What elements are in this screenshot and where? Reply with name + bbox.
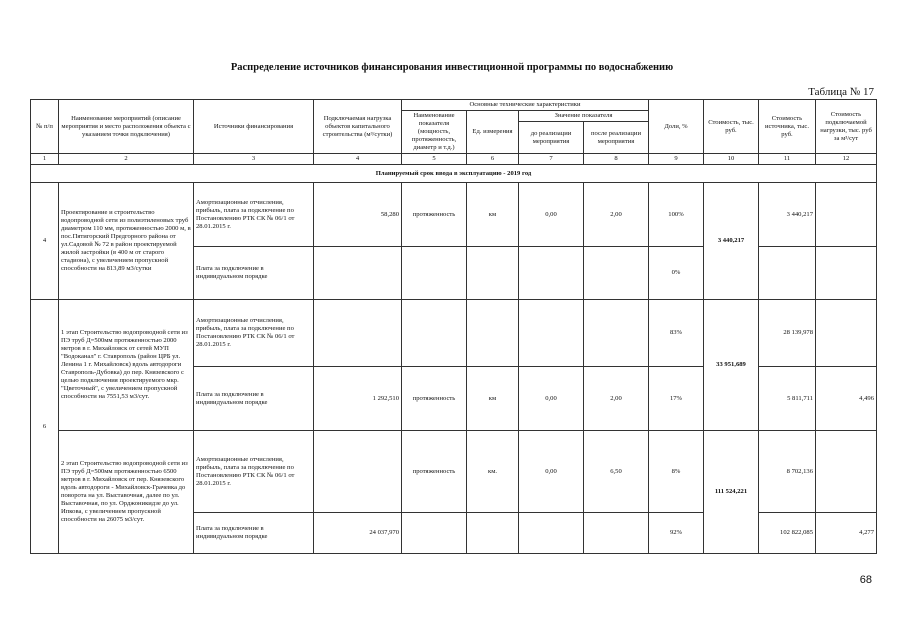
load-cost	[816, 300, 877, 367]
header-indicator-value: Значение показателя	[519, 111, 649, 122]
source-cost: 8 702,136	[759, 431, 816, 513]
table-row	[31, 300, 877, 367]
source-text: Плата за подключение в индивидуальном порядке	[194, 513, 314, 554]
value-before: 0,00	[519, 431, 584, 513]
value-after	[584, 513, 649, 554]
header-load: Подключаемая нагрузка объектов капитального строительства (м³/сутки)	[314, 100, 402, 154]
value-after	[584, 247, 649, 300]
share: 83%	[649, 300, 704, 367]
indicator-name: протяженность	[402, 367, 467, 431]
activity-text: 1 этап Строительство водопроводной сети из ПЭ труб Д=500мм протяженностью 2000 метров в г. Михайловск от сетей МУП "Водоканал" г. Ставрополь (район ЦРБ ул. Ленина 1 г. Михайловск) вдоль автодороги Ставрополь-Дубовка) до пер. Князевского с целью подключения проектируемого мкр. "Цветочный", с увеличением пропускной способности на 7551,53 м3/сут.	[59, 300, 194, 431]
share: 92%	[649, 513, 704, 554]
header-row-1	[31, 100, 877, 111]
header-before: до реализации мероприятия	[519, 122, 584, 154]
header-source-cost: Стоимость источника, тыс. руб.	[759, 100, 816, 154]
unit	[467, 300, 519, 367]
load-value	[314, 300, 402, 367]
col-number: 7	[519, 154, 584, 165]
page-title: Распределение источников финансирования инвестиционной программы по водоснабжению	[230, 62, 674, 73]
cost-total: 111 524,221	[704, 431, 759, 554]
load-value: 24 037,970	[314, 513, 402, 554]
header-tech: Основные технические характеристики	[402, 100, 649, 111]
value-before: 0,00	[519, 367, 584, 431]
cost-total: 3 440,217	[704, 183, 759, 300]
value-before	[519, 513, 584, 554]
header-indicator-name: Наименование показателя (мощность, протяженность, диаметр и т.д.)	[402, 111, 467, 154]
col-number: 11	[759, 154, 816, 165]
header-unit: Ед. измерения	[467, 111, 519, 154]
section-heading: Планируемый срок ввода в эксплуатацию - 2019 год	[31, 165, 877, 183]
load-value: 1 292,510	[314, 367, 402, 431]
unit: км	[467, 367, 519, 431]
load-cost	[816, 431, 877, 513]
table-row	[31, 183, 877, 247]
load-cost: 4,496	[816, 367, 877, 431]
header-load-cost: Стоимость подключаемой нагрузки, тыс. руб за м³/сут	[816, 100, 877, 154]
column-number-row	[31, 154, 877, 165]
col-number: 12	[816, 154, 877, 165]
activity-text: Проектирование и строительство водопроводной сети из полиэтиленовых труб диаметром 110 мм, протяженностью 2000 м, в пос.Пятигорский Предгорного района от ул.Садовой № 72 в район проектируемой жилой застройки (в 400 м от старого стадиона), с увеличением пропускной способности на 813,89 м3/сутки	[59, 183, 194, 300]
share: 17%	[649, 367, 704, 431]
value-before	[519, 247, 584, 300]
value-before	[519, 300, 584, 367]
unit: км	[467, 183, 519, 247]
value-after	[584, 300, 649, 367]
col-number: 8	[584, 154, 649, 165]
source-cost: 3 440,217	[759, 183, 816, 247]
value-after: 6,50	[584, 431, 649, 513]
source-text: Амортизационные отчисления, прибыль, плата за подключение по Постановлению РТК СК № 06/1 от 28.01.2015 г.	[194, 300, 314, 367]
unit	[467, 247, 519, 300]
activity-text: 2 этап Строительство водопроводной сети из ПЭ труб Д=500мм протяженностью 6500 метров в г. Михайловск от пер. Князевского вдоль автодороги - Михайловск-Грачевка до поворота на ул. Выставочная, далее по ул. Выставочная, по ул. Орджоникидзе до ул. Ипкова, с увеличением пропускной способности на 26075 м3/сут.	[59, 431, 194, 554]
indicator-name	[402, 300, 467, 367]
load-value	[314, 247, 402, 300]
share: 0%	[649, 247, 704, 300]
col-number: 3	[194, 154, 314, 165]
row-num: 4	[31, 183, 59, 300]
source-cost: 28 139,978	[759, 300, 816, 367]
header-num: № п/п	[31, 100, 59, 154]
indicator-name	[402, 247, 467, 300]
col-number: 10	[704, 154, 759, 165]
header-share: Доли, %	[649, 100, 704, 154]
cost-total: 33 951,689	[704, 300, 759, 431]
col-number: 6	[467, 154, 519, 165]
load-cost	[816, 247, 877, 300]
value-after: 2,00	[584, 183, 649, 247]
indicator-name: протяженность	[402, 183, 467, 247]
header-sources: Источники финансирования	[194, 100, 314, 154]
col-number: 1	[31, 154, 59, 165]
page-number: 68	[859, 574, 872, 586]
load-cost	[816, 183, 877, 247]
source-cost: 5 811,711	[759, 367, 816, 431]
unit: км.	[467, 431, 519, 513]
header-cost: Стоимость, тыс. руб.	[704, 100, 759, 154]
financing-table	[30, 99, 877, 554]
indicator-name	[402, 513, 467, 554]
source-text: Амортизационные отчисления, прибыль, плата за подключение по Постановлению РТК СК № 06/1 от 28.01.2015 г.	[194, 183, 314, 247]
load-cost: 4,277	[816, 513, 877, 554]
share: 8%	[649, 431, 704, 513]
col-number: 5	[402, 154, 467, 165]
value-before: 0,00	[519, 183, 584, 247]
col-number: 9	[649, 154, 704, 165]
source-text: Плата за подключение в индивидуальном порядке	[194, 247, 314, 300]
section-row	[31, 165, 877, 183]
indicator-name: протяженность	[402, 431, 467, 513]
value-after: 2,00	[584, 367, 649, 431]
share: 100%	[649, 183, 704, 247]
table-row	[31, 431, 877, 513]
row-num: 6	[31, 300, 59, 554]
header-activity: Наименование мероприятий (описание мероприятия и место расположения объекта с указанием точки подключения)	[59, 100, 194, 154]
col-number: 4	[314, 154, 402, 165]
source-text: Плата за подключение в индивидуальном порядке	[194, 367, 314, 431]
source-cost	[759, 247, 816, 300]
source-text: Амортизационные отчисления, прибыль, плата за подключение по Постановлению РТК СК № 06/1 от 28.01.2015 г.	[194, 431, 314, 513]
table-number: Таблица № 17	[808, 86, 874, 98]
unit	[467, 513, 519, 554]
load-value: 58,280	[314, 183, 402, 247]
col-number: 2	[59, 154, 194, 165]
header-after: после реализации мероприятия	[584, 122, 649, 154]
load-value	[314, 431, 402, 513]
source-cost: 102 822,085	[759, 513, 816, 554]
